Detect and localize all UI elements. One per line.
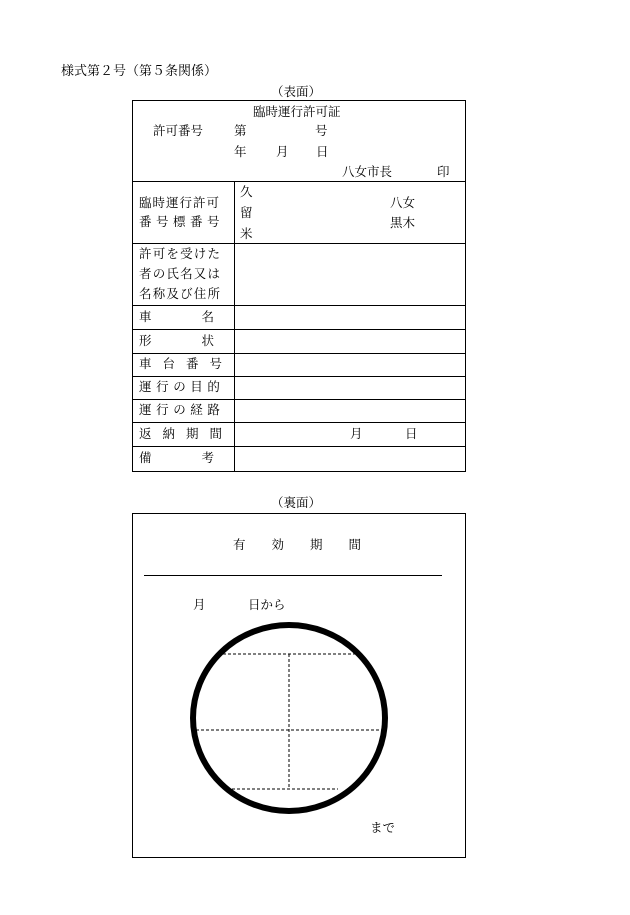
issue-date-day: 日 [316,144,329,159]
row-label-remarks: 備考 [139,450,265,465]
issuer-name: 八女市長 [342,164,393,179]
form-header: 様式第２号（第５条関係） [61,64,218,79]
plate-left-char: 米 [240,226,253,241]
applicant-label-line1: 許可を受けた [139,246,222,261]
permit-number-label: 許可番号 [153,123,204,138]
front-caption: （表面） [271,84,322,99]
valid-from-month: 月 [193,597,206,612]
certificate-title: 臨時運行許可証 [253,104,341,119]
validity-title: 有効期間 [233,537,388,552]
return-day: 日 [405,426,418,441]
plate-right-line1: 八女 [390,195,416,210]
applicant-label-line3: 名称及び住所 [139,286,222,301]
back-caption: （裏面） [271,495,322,510]
issue-date-year: 年 [234,144,247,159]
row-label-shape: 形状 [139,333,265,348]
valid-until: まで [370,820,396,835]
row-label-chassis-number: 車台番号 [139,356,234,371]
row-label-route: 運行の経路 [139,402,225,417]
applicant-label-line2: 者の氏名又は [139,266,222,281]
permit-number-prefix: 第 [234,123,247,138]
plate-left-char: 久 [240,184,253,199]
row-label-return-period: 返納期間 [139,426,234,441]
plate-number-label-line2: 番号標番号 [139,214,225,229]
valid-from-day: 日から [248,597,286,612]
plate-right-line2: 黒木 [390,215,416,230]
row-label-purpose: 運行の目的 [139,379,225,394]
seal-mark: 印 [437,164,450,179]
return-month: 月 [350,426,363,441]
issue-date-month: 月 [276,144,289,159]
plate-left-char: 留 [240,205,253,220]
row-label-vehicle-name: 車名 [139,309,265,324]
plate-number-label-line1: 臨時運行許可 [139,195,221,210]
permit-number-suffix: 号 [315,123,328,138]
